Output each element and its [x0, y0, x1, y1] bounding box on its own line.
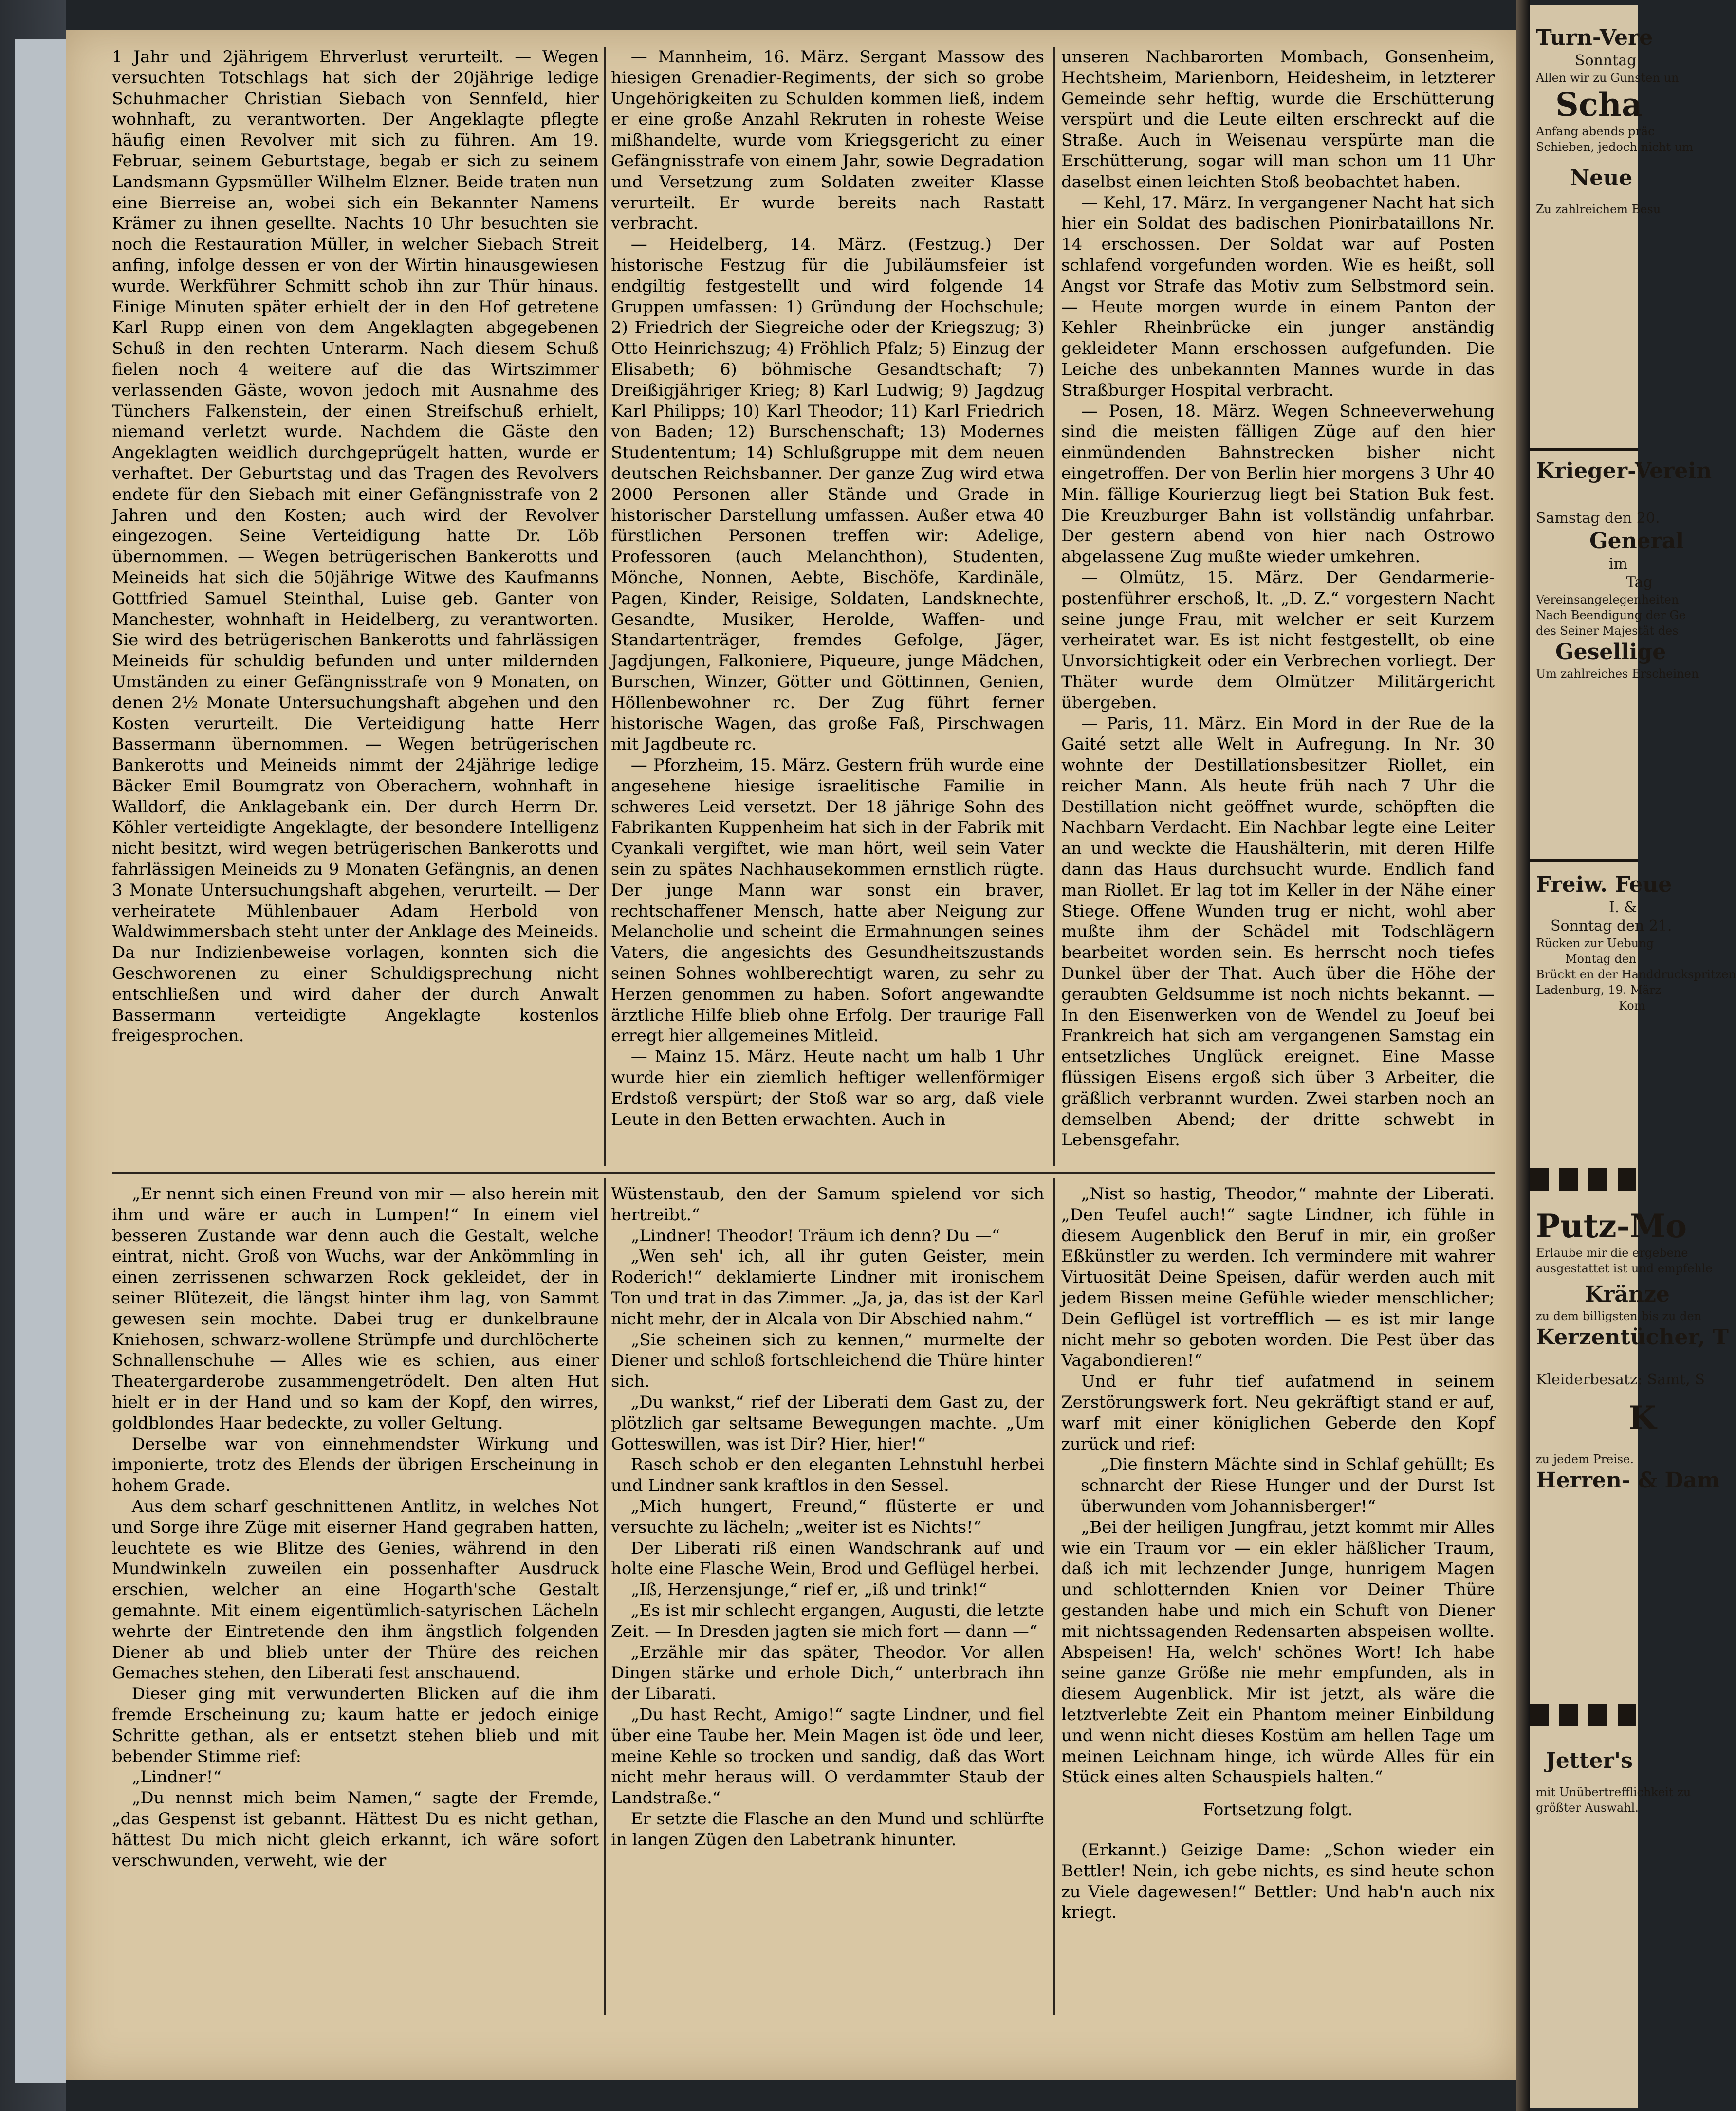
- story-paragraph: Und er fuhr tief aufatmend in seinem Zerstörungswerk fort. Neu gekräftigt stand er auf, warf mit einer königlichen Geberde den Kopf zurück und rief:: [1061, 1372, 1495, 1454]
- ad-line: Kleiderbesatz: Samt, S: [1536, 1371, 1705, 1388]
- ad-line: mit Unübertrefflichkeit zu: [1536, 1785, 1691, 1799]
- story-paragraph: „Nist so hastig, Theodor,“ mahnte der Liberati. „Den Teufel auch!“ sagte Lindner, ich fühle in diesem Augenblick den Beruf in mir, ein großer Eßkünstler zu werden. Ich vermindere mit wahrer Virtuosität Deine Speisen, dafür werden auch mit jedem Bissen meine Gefühle wieder menschlicher; Dein Geflügel ist vortrefflich — es ist mir lange nicht mehr so geboten worden. Die Pest über das Vagabondieren!“: [1061, 1184, 1495, 1371]
- ad-heading: Jetter's: [1546, 1748, 1633, 1773]
- column-rule: [604, 47, 606, 1166]
- column-rule: [604, 1178, 606, 2015]
- story-paragraph: „Du nennst mich beim Namen,“ sagte der Fremde, „das Gespenst ist gebannt. Hättest Du es nicht gethan, hättest Du mich nicht gleich erkannt, ich wäre sofort verschwunden, verweht, wie der: [112, 1788, 599, 1871]
- ad-heading: K: [1628, 1399, 1657, 1437]
- ad-line: Anfang abends präc: [1536, 125, 1655, 138]
- ad-line: Zu zahlreichem Besu: [1536, 202, 1661, 216]
- story-paragraph: „Er nennt sich einen Freund von mir — also herein mit ihm und wäre er auch in Lumpen!“ In einem viel besseren Zustande war denn auch die Gestalt, welche eintrat, nicht. Groß von Wuchs, war der Ankömmling in einen zerrissenen schwarzen Rock gekleidet, der in seiner Blütezeit, die längst hinter ihm lag, von Sammt gewesen sein mochte. Dabei trug er dunkelbraune Kniehosen, schwarz-wollene Strümpfe und durchlöcherte Schnallenschuhe — Alles wie es schien, aus einer Theatergarderobe zusammengetrödelt. Den alten Hut hielt er in der Hand und so kam der Kopf, den wirres, goldblondes Haar bedeckte, zu voller Geltung.: [112, 1184, 599, 1433]
- story-paragraph: „Du wankst,“ rief der Liberati dem Gast zu, der plötzlich gar seltsame Bewegungen machte. „Um Gotteswillen, was ist Dir? Hier, hier!“: [611, 1392, 1044, 1454]
- column-rule: [1053, 1178, 1055, 2015]
- joke-item: (Erkannt.) Geizige Dame: „Schon wieder ein Bettler! Nein, ich gebe nichts, es sind heute schon zu Viele dagewesen!“ Bettler: Und hab'n auch nix kriegt.: [1061, 1840, 1495, 1923]
- ad-heading: Krieger-Verein: [1536, 459, 1712, 483]
- ad-heading: Kerzentücher, T: [1536, 1325, 1729, 1350]
- news-item-mainz: — Mainz 15. März. Heute nacht um halb 1 Uhr wurde hier ein ziemlich heftiger wellenförmiger Erdstoß verspürt; der Stoß war so arg, daß viele Leute in den Betten erwachten. Auch in: [611, 1047, 1044, 1129]
- ad-line: Schieben, jedoch nicht um: [1536, 140, 1694, 154]
- adjoining-page-ads: [1530, 5, 1736, 2108]
- ad-border-stripe: [1530, 1704, 1638, 1726]
- ad-heading: Putz-Mo: [1536, 1207, 1687, 1245]
- ad-putz-mode: [1536, 1207, 1729, 1494]
- story-paragraph: „Es ist mir schlecht ergangen, Augusti, die letzte Zeit. — In Dresden jagten sie mich fort — dann —“: [611, 1600, 1044, 1641]
- ad-line: zu dem billigsten bis zu den: [1536, 1309, 1702, 1323]
- ad-line: Brückt en der Handdruckspritzen: [1536, 968, 1736, 981]
- story-column-3: [1061, 1184, 1495, 2011]
- ad-jetter: [1536, 1747, 1691, 1816]
- news-item-pforzheim: — Pforzheim, 15. März. Gestern früh wurde eine angesehene hiesige israelitische Familie in schweres Leid versetzt. Der 18 jährige Sohn des Fabrikanten Kuppenheim hat sich in der Fabrik mit Cyankali vergiftet, wie man hört, weil sein Vater sein zu spätes Nachhausekommen ernstlich rügte. Der junge Mann war sonst ein braver, rechtschaffener Mensch, hatte aber Neigung zur Melancholie und scheint die Ermahnungen seines Vaters, die angesichts des Gesundheitszustands seinen Sohnes wohlberechtigt waren, zu sehr zu Herzen genommen zu haben. Sofort angewandte ärztliche Hilfe blieb ohne Erfolg. Der traurige Fall erregt hier allgemeines Mitleid.: [611, 755, 1044, 1046]
- story-verse: „Die finstern Mächte sind in Schlaf gehüllt; Es schnarcht der Riese Hunger und der Durst Ist überwunden vom Johannisberger!“: [1081, 1455, 1495, 1516]
- ad-line: Samstag den 20.: [1536, 510, 1660, 527]
- ad-border-stripe: [1530, 1168, 1638, 1191]
- ad-turnverein: [1536, 24, 1694, 217]
- ad-heading: Neue: [1570, 165, 1633, 190]
- ad-rule: [1530, 448, 1638, 451]
- ad-line: Vereinsangelegenheiten: [1536, 593, 1679, 606]
- ad-heading: General: [1589, 529, 1684, 553]
- story-paragraph: Derselbe war von einnehmendster Wirkung und imponierte, trotz des Elends der übrigen Erscheinung in hohem Grade.: [112, 1434, 599, 1496]
- story-paragraph: Rasch schob er den eleganten Lehnstuhl herbei und Lindner sank kraftlos in den Sessel.: [611, 1455, 1044, 1496]
- section-rule: [112, 1172, 1495, 1174]
- ad-heading: Gesellige: [1555, 640, 1666, 664]
- column-rule: [1053, 47, 1055, 1166]
- news-item-heidelberg: — Heidelberg, 14. März. (Festzug.) Der historische Festzug für die Jubiläumsfeier ist endgiltig festgestellt und wird folgende 14 Gruppen umfassen: 1) Gründung der Hochschule; 2) Friedrich der Siegreiche oder der Kriegszug; 3) Otto Heinrichszug; 4) Fröhlich Pfalz; 5) Einzug der Elisabeth; 6) böhmische Gesandtschaft; 7) Dreißigjähriger Krieg; 8) Karl Ludwig; 9) Jagdzug Karl Philipps; 10) Karl Theodor; 11) Karl Friedrich von Baden; 12) Burschenschaft; 13) Modernes Studententum; 14) Schlußgruppe mit dem neuen deutschen Reichsbanner. Der ganze Zug wird etwa 2000 Personen aller Stände und Grade in historischer Darstellung umfassen. Außer etwa 40 fürstlichen Personen treffen wir: Adelige, Professoren (auch Melanchthon), Studenten, Mönche, Nonnen, Aebte, Bischöfe, Kardinäle, Pagen, Kinder, Reisige, Soldaten, Landsknechte, Gesandte, Musiker, Herolde, Waffen- und Standartenträger, fremdes Gefolge, Jäger, Jagdjungen, Falkoniere, Piqueure, junge Mädchen, Burschen, Winzer, Götter und Göttinnen, Genien, Höllenbewohner rc. Der Zug führt ferner historische Wagen, das große Faß, Pirschwagen mit Jagdbeute rc.: [611, 235, 1044, 754]
- story-paragraph: „Sie scheinen sich zu kennen,“ murmelte der Diener und schloß fortschleichend die Thüre hinter sich.: [611, 1330, 1044, 1392]
- continuation-note: Fortsetzung folgt.: [1203, 1800, 1353, 1820]
- news-item-posen: — Posen, 18. März. Wegen Schneeverwehung sind die meisten fälligen Züge auf den hier einmündenden Bahnstrecken bisher nicht eingetroffen. Der von Berlin hier morgens 3 Uhr 40 Min. fällige Kourierzug liegt bei Station Buk fest. Die Kreuzburger Bahn ist vollständig unfahrbar. Der gestern abend von hier nach Ostrowo abgelassene Zug mußte wieder umkehren.: [1061, 401, 1495, 567]
- story-paragraph: „Bei der heiligen Jungfrau, jetzt kommt mir Alles wie ein Traum vor — ein ekler häßlicher Traum, daß ich mit lechzender Junge, hunrigem Magen und schlotternden Knien vor Deiner Thüre gestanden habe und mich ein Schuft von Diener mit nichtssagenden Redensarten abspeisen wollte. Abspeisen! Ha, welch' schönes Wort! Ich habe seine ganze Größe nie mehr empfunden, als in diesem Augenblick. Mir ist jetzt, als wäre die letztverlebte Zeit ein Phantom meiner Einbildung und wenn nicht dieses Kostüm am hellen Tage um meinen Leichnam hinge, ich würde Alles für ein Stück eines alten Schauspiels halten.“: [1061, 1517, 1495, 1787]
- ad-line: Nach Beendigung der Ge: [1536, 608, 1686, 622]
- ad-line: ausgestattet ist und empfehle: [1536, 1262, 1713, 1275]
- ad-line: Um zahlreiches Erscheinen: [1536, 667, 1699, 680]
- story-paragraph: „Lindner! Theodor! Träum ich denn? Du —“: [630, 1226, 1000, 1246]
- story-paragraph: „Lindner!“: [131, 1767, 222, 1787]
- ad-line: Ladenburg, 19. März: [1536, 983, 1661, 997]
- ad-line: im: [1609, 555, 1628, 572]
- story-paragraph: Er setzte die Flasche an den Mund und schlürfte in langen Zügen den Labetrank hinunter.: [611, 1809, 1044, 1850]
- story-paragraph: Der Liberati riß einen Wandschrank auf und holte eine Flasche Wein, Brod und Geflügel herbei.: [611, 1538, 1044, 1579]
- ad-line: Sonntag: [1575, 52, 1637, 69]
- ad-line: des Seiner Majestät des: [1536, 624, 1679, 638]
- story-paragraph: „Wen seh' ich, all ihr guten Geister, mein Roderich!“ deklamierte Lindner mit ironischem Ton und trat in das Zimmer. „Ja, ja, das ist der Karl nicht mehr, der in Alcala von Dir Abschied nahm.“: [611, 1247, 1044, 1329]
- ad-line: Allen wir zu Gunsten un: [1536, 71, 1679, 85]
- ad-heading: Turn-Vere: [1536, 25, 1653, 50]
- ad-line: Montag den: [1565, 952, 1637, 966]
- ad-line: größter Auswahl.: [1536, 1801, 1639, 1815]
- scanner-board: [15, 39, 66, 2083]
- story-paragraph: Aus dem scharf geschnittenen Antlitz, in welches Not und Sorge ihre Züge mit eiserner Hand gegraben hatten, leuchtete es wie Blitze des Genies, während in den Mundwinkeln zuweilen ein possenhafter Ausdruck erschien, welcher an eine Hogarth'sche Gestalt gemahnte. Mit einem eigentümlich-satyrischen Lächeln wehrte der Eintretende den ihm ängstlich folgenden Diener ab und blieb unter der Thüre des reichen Gemaches stehen, den Liberati fest anschauend.: [112, 1496, 599, 1683]
- ad-line: Erlaube mir die ergebene: [1536, 1246, 1688, 1260]
- news-item-mainz-cont: unseren Nachbarorten Mombach, Gonsenheim, Hechtsheim, Marienborn, Heidesheim, in letzterer Gemeinde sehr heftig, wurde die Erschütterung verspürt und die Leute eilten erschreckt auf die Straße. Auch in Weisenau verspürte man die Erschütterung, sogar will man schon um 11 Uhr daselbst einen leichten Stoß beobachtet haben.: [1061, 47, 1495, 192]
- news-item-olmuetz: — Olmütz, 15. März. Der Gendarmerie-postenführer erschoß, lt. „D. Z.“ vorgestern Nacht seine junge Frau, mit welcher er seit Kurzem verheiratet war. Es ist nicht festgestellt, ob eine Unvorsichtigkeit oder ein Verbrechen vorliegt. Der Thäter wurde dem Olmützer Militärgericht übergeben.: [1061, 568, 1495, 713]
- story-column-1: [112, 1184, 599, 2011]
- ad-feuerwehr: [1536, 871, 1736, 1013]
- news-paragraph: 1 Jahr und 2jährigem Ehrverlust verurteilt. — Wegen versuchten Totschlags hat sich der 20jährige ledige Schuhmacher Christian Siebach von Sennfeld, hier wohnhaft, zu verantworten. Der Angeklagte pflegte häufig einen Revolver mit sich zu führen. Am 19. Februar, seinem Geburtstage, begab er sich zu seinem Landsmann Gypsmüller Wilhelm Elzner. Beide traten nun eine Bierreise an, wobei sich ein Bekannter Namens Krämer zu ihnen gesellte. Nachts 10 Uhr besuchten sie noch die Restauration Müller, in welcher Siebach Streit anfing, infolge dessen er von der Wirtin hinausgewiesen wurde. Werkführer Schmitt schob ihn zur Thür hinaus. Einige Minuten später erhielt der in den Hof getretene Karl Rupp einen von dem Angeklagten abgegebenen Schuß in den rechten Unterarm. Nach diesem Schuß fielen noch 4 weitere auf die das Wirtszimmer verlassenden Gäste, wovon jedoch mit Ausnahme des Tünchers Falkenstein, der einen Streifschuß erhielt, niemand verletzt wurde. Nachdem die Gäste den Angeklagten weidlich durchgeprügelt hatten, wurde er verhaftet. Der Geburtstag und das Tragen des Revolvers endete für den Siebach mit einer Gefängnisstrafe von 2 Jahren und den Kosten; auch wird der Revolver eingezogen. Seine Verteidigung hatte Dr. Löb übernommen. — Wegen betrügerischen Bankerotts und Meineids hat sich die 50jährige Witwe des Kaufmanns Gottfried Samuel Steinthal, Luise geb. Ganter von Manchester, wohnhaft in Heidelberg, zu verantworten. Sie wird des betrügerischen Bankerotts und fahrlässigen Meineids für schuldig befunden und unter mildernden Umständen zu einer Gefängnisstrafe von 9 Monaten, on denen 2½ Monate Untersuchungshaft abgehen und den Kosten verurteilt. Die Verteidigung hatte Herr Bassermann übernommen. — Wegen betrügerischen Bankerotts und Meineids nimmt der 24jährige ledige Bäcker Emil Boumgratz von Oberachern, wohnhaft in Walldorf, die Anklagebank ein. Der durch Herrn Dr. Köhler verteidigte Angeklagte, der besondere Intelligenz nicht besitzt, wird wegen betrügerischen Bankerotts und fahrlässigen Meineids zu 9 Monaten Gefängnis, an denen 3 Monate Untersuchungshaft abgehen, verurteilt. — Der verheiratete Mühlenbauer Adam Herbold von Waldwimmersbach steht unter der Anklage des Meineids. Da nur Indizienbeweise vorlagen, konnten sich die Geschworenen zu einer Schuldigsprechung nicht entschließen und wird daher der durch Anwalt Bassermann verteidigte Angeklagte kostenlos freigesprochen.: [112, 47, 599, 1046]
- ad-heading: Herren- & Dam: [1536, 1468, 1720, 1493]
- ad-line: Rücken zur Uebung: [1536, 936, 1654, 950]
- book-spine: [1516, 0, 1530, 2111]
- ad-line: zu jedem Preise.: [1536, 1452, 1634, 1466]
- story-paragraph: „Mich hungert, Freund,“ flüsterte er und versuchte zu lächeln; „weiter ist es Nichts!“: [611, 1496, 1044, 1537]
- ad-line: Tag: [1626, 574, 1653, 591]
- ad-line: I. &: [1609, 899, 1637, 916]
- ad-heading: Scha: [1555, 86, 1643, 124]
- story-paragraph: „Du hast Recht, Amigo!“ sagte Lindner, und fiel über eine Taube her. Mein Magen ist öde und leer, meine Kehle so trocken und sandig, daß das Wort nicht mehr heraus will. O verdammter Staub der Landstraße.“: [611, 1705, 1044, 1808]
- news-column-1: [112, 47, 599, 1166]
- ad-line: Kom: [1619, 999, 1645, 1012]
- news-item-kehl: — Kehl, 17. März. In vergangener Nacht hat sich hier ein Soldat des badischen Pionirbataillons Nr. 14 erschossen. Der Soldat war auf Posten schlafend vorgefunden worden. Wie es heißt, soll Angst vor Strafe das Motiv zum Selbstmord sein. — Heute morgen wurde in einem Panton der Kehler Rheinbrücke ein junger anständig gekleideter Mann erschossen aufgefunden. Die Leiche des unbekannten Mannes wurde in das Straßburger Hospital verbracht.: [1061, 193, 1495, 400]
- news-column-3: [1061, 47, 1495, 1166]
- ad-rule: [1530, 859, 1638, 862]
- news-item-mannheim: — Mannheim, 16. März. Sergant Massow des hiesigen Grenadier-Regiments, der sich so grobe Ungehörigkeiten zu Schulden kommen ließ, indem er eine große Anzahl Rekruten in roheste Weise mißhandelte, wurde vom Kriegsgericht zu einer Gefängnisstrafe von einem Jahr, sowie Degradation und Versetzung zum Soldaten zweiter Klasse verurteilt. Er wurde bereits nach Rastatt verbracht.: [611, 47, 1044, 234]
- story-paragraph: Dieser ging mit verwunderten Blicken auf die ihm fremde Erscheinung zu; kaum hatte er jedoch einige Schritte gethan, als er entsetzt stehen blieb und mit bebender Stimme rief:: [112, 1684, 599, 1766]
- story-paragraph: „Erzähle mir das später, Theodor. Vor allen Dingen stärke und erhole Dich,“ unterbrach ihn der Libarati.: [611, 1642, 1044, 1704]
- story-column-2: [611, 1184, 1044, 2011]
- story-paragraph: Wüstenstaub, den der Samum spielend vor sich hertreibt.“: [611, 1184, 1044, 1225]
- news-column-2: [611, 47, 1044, 1166]
- ad-line: Sonntag den 21.: [1551, 918, 1672, 935]
- ad-heading: Kränze: [1585, 1282, 1670, 1307]
- ad-kriegerverein: [1536, 458, 1712, 681]
- news-item-paris: — Paris, 11. März. Ein Mord in der Rue de la Gaité setzt alle Welt in Aufregung. In Nr. 30 wohnte der Destillationsbesitzer Riollet, ein reicher Mann. Als heute früh nach 7 Uhr die Destillation nicht geöffnet wurde, schöpften die Nachbarn Verdacht. Ein Nachbar legte eine Leiter an und weckte die Haushälterin, mit deren Hilfe dann das Haus durchsucht wurde. Endlich fand man Riollet. Er lag tot im Keller in der Nähe einer Stiege. Offene Wunden trug er nicht, wohl aber mußte ihm der Schädel mit Todschlägern bearbeitet worden sein. Es herrscht noch tiefes Dunkel über der That. Auch über die Höhe der geraubten Geldsumme ist noch nichts bekannt. — In den Eisenwerken von de Wendel zu Joeuf bei Frankreich hat sich am vergangenen Samstag ein entsetzliches Unglück ereignet. Eine Masse flüssigen Eisens ergoß sich über 3 Arbeiter, die gräßlich verbrannt wurden. Zwei starben noch an demselben Abend; der dritte schwebt in Lebensgefahr.: [1061, 714, 1495, 1150]
- ad-heading: Freiw. Feue: [1536, 872, 1672, 897]
- story-paragraph: „Iß, Herzensjunge,“ rief er, „iß und trink!“: [630, 1580, 987, 1600]
